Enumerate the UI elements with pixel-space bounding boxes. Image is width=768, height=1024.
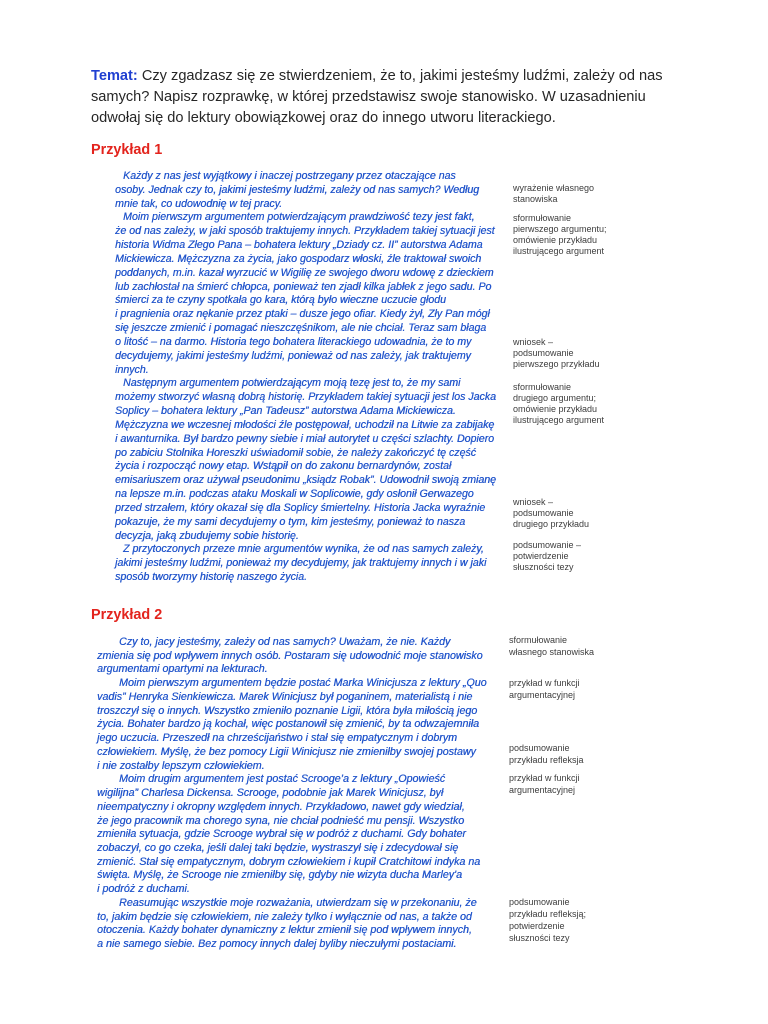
essay-line: i awanturnika. Był bardzo pewny siebie i miał autorytet u części szlachty. Dopiero (115, 432, 494, 445)
essay-line: przed strzałem, który okazał się dla Soplicy śmiertelny. Historia Jacka wyraźnie (115, 501, 486, 514)
essay-line: nieempatyczny i okropny względem innych. Przykładowo, nawet gdy wiedział, (97, 800, 465, 813)
essay-line: mnie tak, co udowodnię w tej pracy. (115, 197, 283, 210)
essay-line: życia. Bohater bardzo ją kochał, więc postanowił się zmienić, by ta odwzajemniła (97, 718, 479, 731)
annotation-line: podsumowanie (509, 743, 570, 753)
essay-line: i podróż z duchami. (97, 883, 190, 896)
annotation-line: argumentacyjnej (509, 785, 576, 795)
annotation (513, 540, 581, 573)
annotation (509, 772, 580, 796)
annotation-line: sformułowanie (509, 635, 568, 645)
annotation-line: słuszności tezy (509, 933, 570, 943)
annotation (513, 497, 589, 530)
example-2-essay (97, 636, 487, 952)
essay-line: i pragnienia oraz nękanie przez ptaki – dusze jego ofiar. Kiedy żył, Zły Pan mógł (115, 308, 490, 321)
essay-line: o litość – na darmo. Historia tego bohatera literackiego udowadnia, że to my (115, 335, 472, 348)
essay-line: życia i rozpocząć nowy etap. Wstąpił on do zakonu bernardynów, został (115, 460, 452, 473)
annotation (513, 213, 607, 257)
essay-line: po zabiciu Stolnika Horeszki uświadomił sobie, że należy zakończyć tę część (115, 446, 476, 459)
essay-line: Reasumując wszystkie moje rozważania, utwierdzam się w przekonaniu, że (119, 896, 477, 909)
essay-line: zmieniła sytuacja, gdzie Scrooge wybrał się w podróż z duchami. Gdy bohater (97, 828, 466, 841)
annotation-line: podsumowanie (513, 348, 574, 358)
annotation (509, 634, 594, 658)
essay-line: wigilijna” Charlesa Dickensa. Scrooge, podobnie jak Marek Winicjusz, był (97, 787, 444, 800)
essay-line: że od nas zależy, w jaki sposób traktujemy innych. Przykładem takiej sytuacji jest (115, 225, 495, 238)
annotation-line: ilustrującego argument (513, 415, 605, 425)
annotation-line: sformułowanie (513, 382, 572, 392)
essay-line: decyzja, jaką zbudujemy sobie historię. (115, 529, 299, 542)
annotation-line: omówienie przykładu (513, 235, 598, 245)
essay-line: otoczenia. Każdy bohater dynamiczny z lektur zmienił się pod wpływem innych, (97, 924, 472, 937)
essay-paragraph (115, 211, 496, 377)
annotation-line: potwierdzenie (513, 551, 569, 561)
essay-line: historia Widma Złego Pana – bohatera lektury „Dziady cz. II” autorstwa Adama (115, 239, 483, 252)
essay-line: innych. (115, 363, 149, 376)
essay-line: Moim pierwszym argumentem potwierdzającym prawdziwość tezy jest fakt, (123, 211, 475, 224)
annotation-line: pierwszego przykładu (513, 359, 600, 369)
annotation-line: wyrażenie własnego (513, 183, 595, 193)
annotation-line: słuszności tezy (513, 562, 574, 572)
essay-line: jego uczucia. Przeszedł na chrześcijaństwo i stał się empatycznym i dobrym (97, 732, 457, 745)
essay-line: lub zachłostał na śmierć chłopca, ponieważ ten zjadł kilka jabłek z jego sadu. Po (115, 280, 492, 293)
topic-line: samych? Napisz rozprawkę, w której przedstawisz swoje stanowisko. W uzasadnieniu (91, 89, 646, 105)
example-1-essay (115, 170, 496, 585)
essay-line: Czy to, jacy jesteśmy, zależy od nas samych? Uważam, że nie. Każdy (119, 636, 451, 648)
essay-line: emisariuszem oraz używał pseudonimu „ksiądz Robak”. Udowodnił swoją zmianę (115, 474, 496, 487)
annotation-line: stanowiska (513, 194, 558, 204)
essay-paragraph (115, 377, 496, 543)
annotation-line: przykładu refleksją; (509, 909, 587, 919)
essay-line: Mężczyzna we wczesnej młodości źle postępował, uchodził na Litwie za zabijakę (115, 418, 495, 431)
annotation-line: ilustrującego argument (513, 246, 605, 256)
topic (91, 66, 663, 129)
essay-line: osoby. Jednak czy to, jakimi jesteśmy ludźmi, zależy od nas samych? Według (115, 183, 480, 196)
essay-line: że jego pracownik ma chorego syna, nie chciał podnieść mu pensji. Wszystko (97, 814, 465, 827)
topic-label: Temat: (91, 68, 138, 84)
annotation-line: podsumowanie (513, 508, 574, 518)
annotation-line: przykład w funkcji (509, 678, 580, 688)
essay-line: Z przytoczonych przeze mnie argumentów wynika, że od nas samych zależy, (123, 543, 484, 556)
essay-line: Moim drugim argumentem jest postać Scrooge’a z lektury „Opowieść (119, 773, 446, 786)
essay-line: jakimi jesteśmy ludźmi, ponieważ my decydujemy, jak traktujemy innych i w jaki (115, 557, 487, 570)
essay-line: poddanych, m.in. kazał wyrzucić w Wigilię ze swojego dworu wdowę z dzieckiem (115, 266, 494, 279)
essay-line: możemy stworzyć własną dobrą historię. Przykładem takiej sytuacji jest los Jacka (115, 391, 496, 404)
essay-line: Soplicy – bohatera lektury „Pan Tadeusz” autorstwa Adama Mickiewicza. (115, 405, 456, 418)
annotation-line: sformułowanie (513, 213, 572, 223)
topic-text: Czy zgadzasz się ze stwierdzeniem, że to, jakimi jesteśmy ludźmi, zależy od nas (141, 68, 663, 84)
annotation (513, 337, 600, 370)
essay-paragraph (97, 677, 487, 773)
annotation (509, 896, 586, 944)
annotation-line: przykładu refleksja (509, 755, 584, 765)
essay-line: Następnym argumentem potwierdzającym moją tezę jest to, że my sami (123, 377, 461, 390)
essay-paragraph (97, 636, 487, 677)
annotation (513, 382, 604, 426)
annotation-line: podsumowanie (509, 897, 570, 907)
annotation-line: potwierdzenie (509, 921, 565, 931)
annotation (509, 677, 580, 701)
topic-line: odwołaj się do lektury obowiązkowej oraz do innego utworu literackiego. (91, 110, 556, 126)
essay-line: zmienia się pod wpływem innych osób. Postaram się udowodnić moje stanowisko (97, 649, 483, 662)
annotation-line: drugiego przykładu (513, 519, 590, 529)
annotation-line: drugiego argumentu; (513, 393, 597, 403)
annotation-line: podsumowanie – (513, 540, 582, 550)
example-1-heading: Przykład 1 (91, 142, 163, 158)
essay-line: na lepsze m.in. podczas ataku Moskali w Soplicowie, gdy osłonił Gerwazego (115, 488, 474, 501)
topic-line (91, 66, 663, 87)
essay-line: zobaczył, co go czeka, jeśli dalej taki będzie, wystraszył się i zdecydował się (97, 842, 459, 855)
essay-line: vadis” Henryka Sienkiewicza. Marek Winicjusz był poganinem, materialistą i nie (97, 690, 473, 703)
essay-line: a nie samego siebie. Bez pomocy innych dalej byliby nieczułymi postaciami. (97, 938, 457, 951)
annotation-line: wniosek – (513, 337, 554, 347)
essay-line: Każdy z nas jest wyjątkowy i inaczej postrzegany przez otaczające nas (123, 170, 456, 182)
essay-line: święta. Myślę, że Scrooge nie zmieniłby się, gdyby nie wizyta ducha Marley'a (97, 869, 462, 882)
essay-line: śmierci za te czyny spotkała go kara, którą było wieczne uczucie głodu (115, 294, 446, 307)
essay-line: troszczył się o innych. Wszystko zmieniło poznanie Ligii, która była miłością jego (97, 704, 478, 717)
essay-line: pokazuje, że my sami decydujemy o tym, kim jesteśmy, ponieważ to nasza (115, 515, 466, 528)
essay-paragraph (97, 897, 487, 952)
essay-line: człowiekiem. Myślę, że bez pomocy Ligii Winicjusz nie zmieniłby swojej postawy (97, 745, 476, 758)
annotation-line: wniosek – (513, 497, 554, 507)
essay-line: to, jakim będzie się człowiekiem, nie zależy tylko i wyłącznie od nas, a także od (97, 910, 472, 923)
essay-line: argumentami opartymi na lekturach. (97, 663, 268, 676)
essay-line: i nie zostałby lepszym człowiekiem. (97, 759, 265, 772)
essay-line: zmienić. Stał się empatycznym, dobrym człowiekiem i kupił Cratchitowi indyka na (97, 855, 481, 868)
essay-paragraph (97, 773, 487, 897)
essay-line: Mickiewicza. Mężczyzna za życia, jako gospodarz włoski, źle traktował swoich (115, 252, 482, 265)
annotation-line: własnego stanowiska (509, 647, 595, 657)
essay-paragraph (115, 170, 496, 211)
annotation (509, 742, 584, 766)
annotation-line: przykład w funkcji (509, 773, 580, 783)
essay-line: Moim pierwszym argumentem będzie postać Marka Winicjusza z lektury „Quo (119, 677, 487, 690)
essay-line: decydujemy, jakimi jesteśmy ludźmi, ponieważ od nas zależy, jak traktujemy (115, 349, 471, 362)
annotation-line: argumentacyjnej (509, 690, 576, 700)
essay-paragraph (115, 543, 496, 584)
example-2-heading: Przykład 2 (91, 607, 163, 623)
essay-line: się jeszcze zmienić i pomagać nieszczęśnikom, ale nie chciał. Teraz sam błaga (115, 322, 487, 335)
essay-line: sposób tworzymy historię naszego życia. (115, 571, 307, 584)
annotation-line: pierwszego argumentu; (513, 224, 607, 234)
annotation (513, 183, 594, 205)
annotation-line: omówienie przykładu (513, 404, 598, 414)
